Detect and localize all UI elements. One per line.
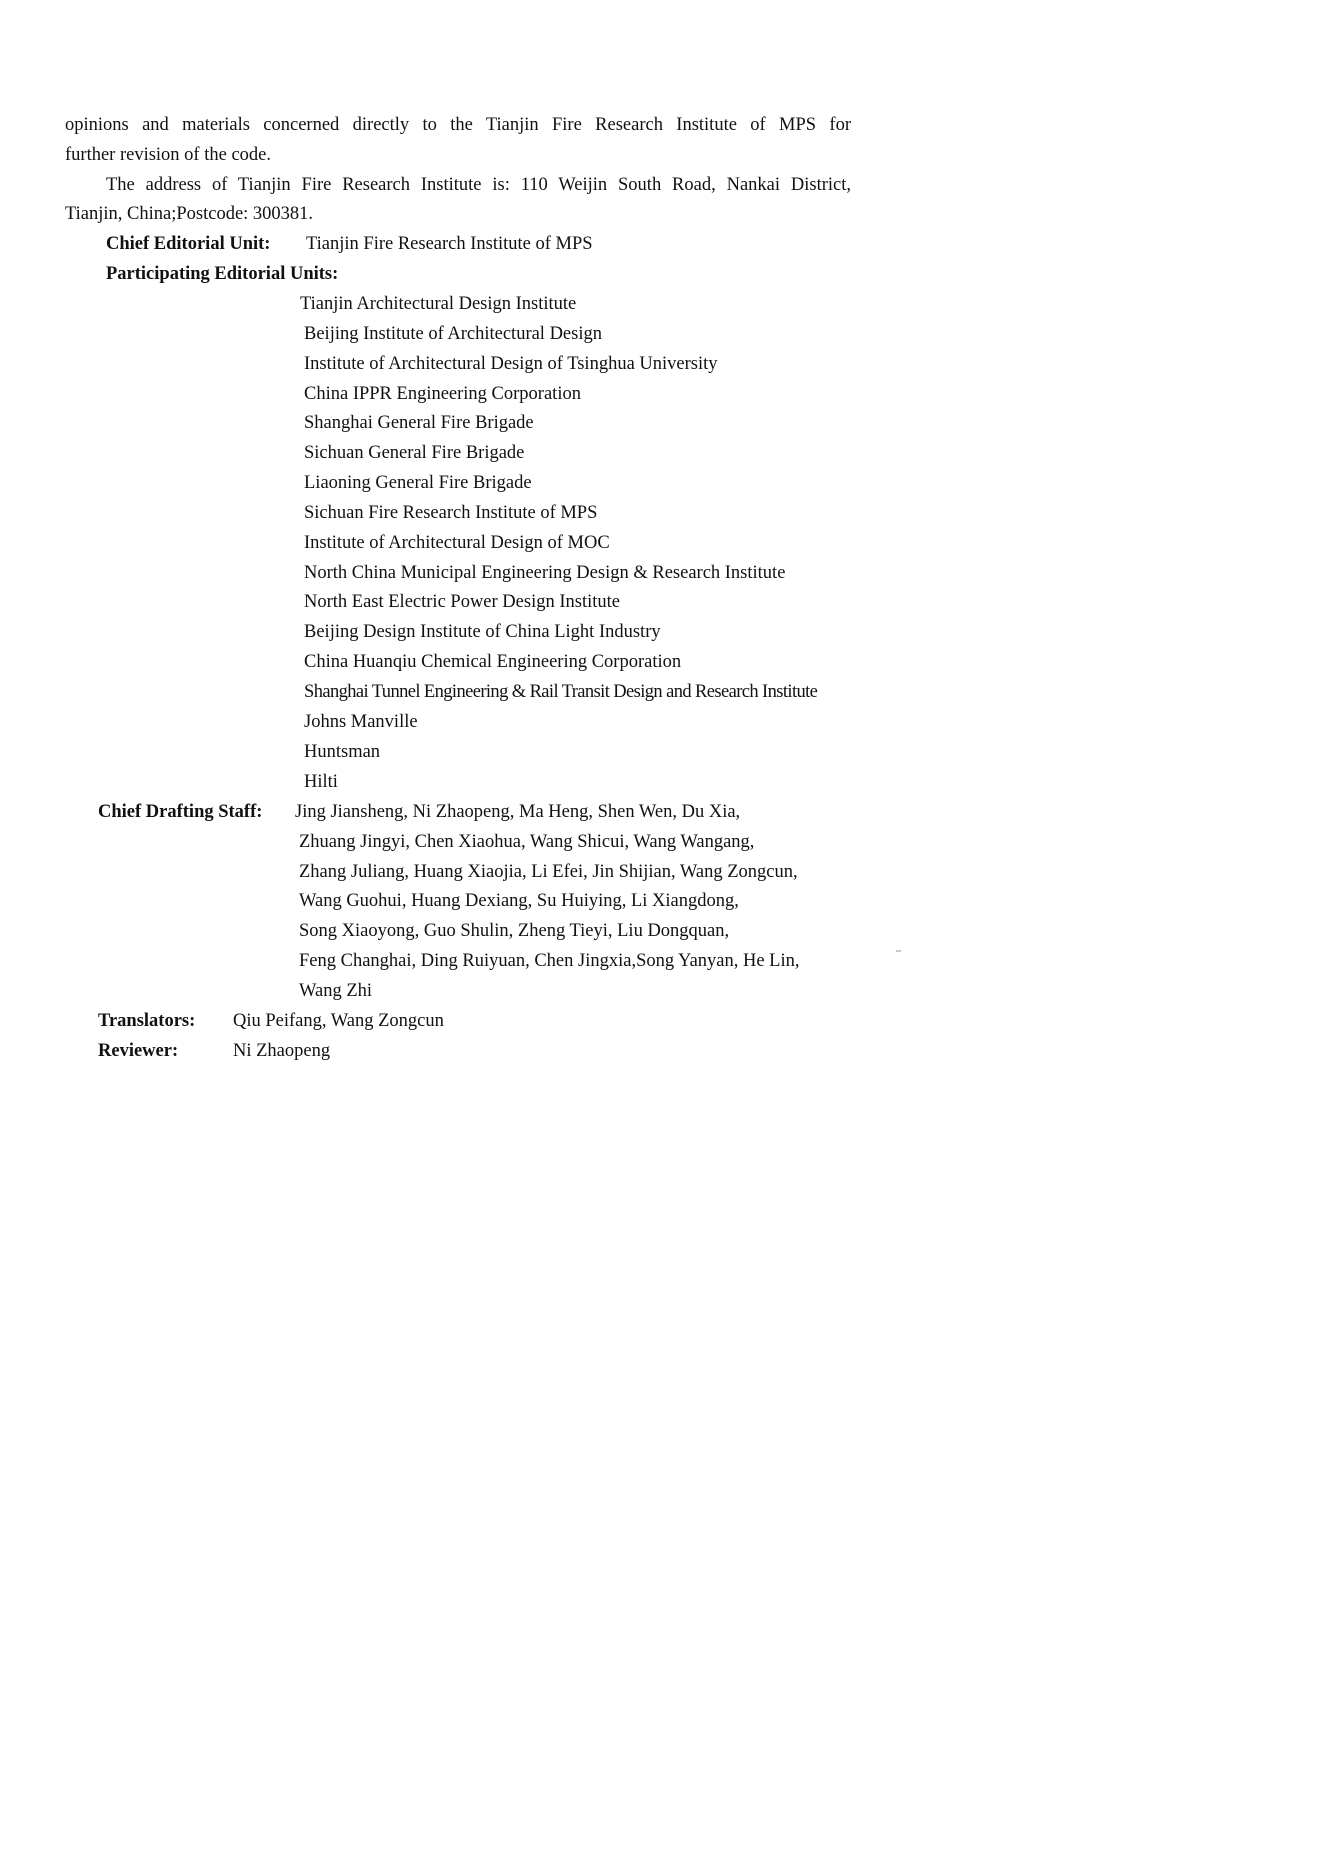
participating-unit: Johns Manville bbox=[304, 712, 418, 732]
intro-line-2: further revision of the code. bbox=[65, 145, 271, 165]
participating-unit: Beijing Design Institute of China Light Industry bbox=[304, 622, 661, 642]
participating-unit: Sichuan Fire Research Institute of MPS bbox=[304, 503, 598, 523]
reviewer-value: Ni Zhaopeng bbox=[233, 1041, 331, 1061]
participating-unit: China Huanqiu Chemical Engineering Corporation bbox=[304, 652, 682, 672]
chief-drafting-staff-label: Chief Drafting Staff: bbox=[98, 802, 263, 822]
chief-editorial-value: Tianjin Fire Research Institute of MPS bbox=[306, 234, 593, 254]
participating-unit: Shanghai Tunnel Engineering & Rail Transit Design and Research Institute bbox=[304, 682, 818, 702]
drafting-staff-line: Wang Zhi bbox=[299, 981, 373, 1001]
drafting-staff-line: Feng Changhai, Ding Ruiyuan, Chen Jingxia,Song Yanyan, He Lin, bbox=[299, 951, 800, 971]
participating-unit: Liaoning General Fire Brigade bbox=[304, 473, 532, 493]
address-line-2: Tianjin, China;Postcode: 300381. bbox=[65, 204, 314, 224]
participating-units-label: Participating Editorial Units: bbox=[106, 264, 339, 284]
participating-unit: China IPPR Engineering Corporation bbox=[304, 384, 581, 404]
participating-unit: Sichuan General Fire Brigade bbox=[304, 443, 525, 463]
scan-speck bbox=[896, 950, 901, 952]
participating-unit: North East Electric Power Design Institute bbox=[304, 592, 620, 612]
participating-unit: Tianjin Architectural Design Institute bbox=[300, 294, 577, 314]
intro-line-1: opinions and materials concerned directly to the Tianjin Fire Research Institute of MPS for bbox=[65, 115, 851, 135]
chief-editorial-label: Chief Editorial Unit: bbox=[106, 234, 271, 254]
participating-unit: Shanghai General Fire Brigade bbox=[304, 413, 534, 433]
drafting-staff-line: Song Xiaoyong, Guo Shulin, Zheng Tieyi, Liu Dongquan, bbox=[299, 921, 730, 941]
participating-unit: Huntsman bbox=[304, 742, 381, 762]
drafting-staff-line: Jing Jiansheng, Ni Zhaopeng, Ma Heng, Shen Wen, Du Xia, bbox=[295, 802, 741, 822]
translators-value: Qiu Peifang, Wang Zongcun bbox=[233, 1011, 444, 1031]
participating-unit: North China Municipal Engineering Design & Research Institute bbox=[304, 563, 786, 583]
translators-label: Translators: bbox=[98, 1011, 196, 1031]
participating-unit: Institute of Architectural Design of Tsinghua University bbox=[304, 354, 718, 374]
participating-unit: Institute of Architectural Design of MOC bbox=[304, 533, 610, 553]
drafting-staff-line: Wang Guohui, Huang Dexiang, Su Huiying, Li Xiangdong, bbox=[299, 891, 739, 911]
participating-unit: Beijing Institute of Architectural Design bbox=[304, 324, 602, 344]
drafting-staff-line: Zhuang Jingyi, Chen Xiaohua, Wang Shicui, Wang Wangang, bbox=[299, 832, 755, 852]
reviewer-label: Reviewer: bbox=[98, 1041, 179, 1061]
address-line-1: The address of Tianjin Fire Research Institute is: 110 Weijin South Road, Nankai District, bbox=[106, 175, 851, 195]
drafting-staff-line: Zhang Juliang, Huang Xiaojia, Li Efei, Jin Shijian, Wang Zongcun, bbox=[299, 862, 798, 882]
participating-unit: Hilti bbox=[304, 772, 338, 792]
